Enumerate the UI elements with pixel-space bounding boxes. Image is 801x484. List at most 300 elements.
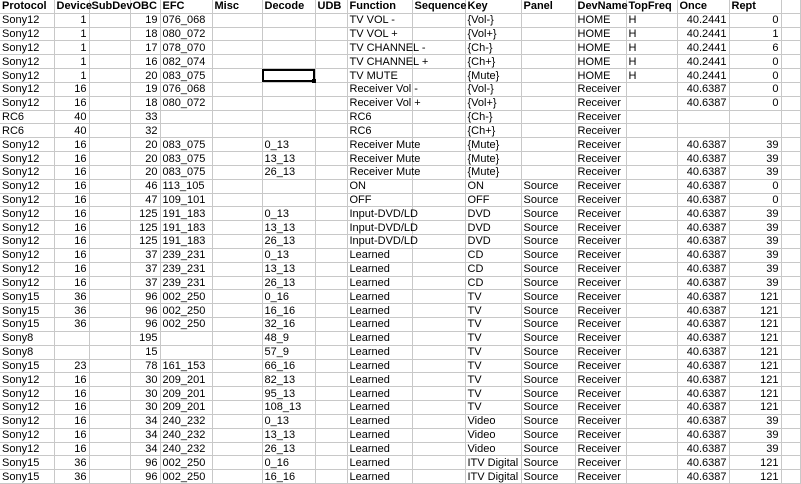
cell-function[interactable]: Receiver Mute	[347, 152, 412, 166]
cell-device[interactable]: 36	[54, 456, 89, 470]
cell-device[interactable]: 16	[54, 414, 89, 428]
cell-protocol[interactable]: Sony15	[0, 290, 54, 304]
cell-protocol[interactable]: Sony12	[0, 152, 54, 166]
cell-extra[interactable]	[781, 55, 800, 69]
cell-rept[interactable]: 39	[729, 221, 781, 235]
cell-protocol[interactable]: Sony15	[0, 470, 54, 484]
cell-panel[interactable]: Source	[521, 359, 575, 373]
cell-extra[interactable]	[781, 387, 800, 401]
cell-protocol[interactable]: Sony12	[0, 387, 54, 401]
cell-protocol[interactable]: Sony12	[0, 442, 54, 456]
cell-function[interactable]: Learned	[347, 414, 412, 428]
cell-obc[interactable]: 46	[130, 179, 160, 193]
cell-protocol[interactable]: Sony12	[0, 207, 54, 221]
cell-device[interactable]: 16	[54, 428, 89, 442]
cell-device[interactable]: 16	[54, 96, 89, 110]
cell-device[interactable]: 36	[54, 304, 89, 318]
cell-panel[interactable]	[521, 124, 575, 138]
cell-function[interactable]: Input-DVD/LD	[347, 235, 412, 249]
cell-devname[interactable]: Receiver	[575, 318, 626, 332]
cell-misc[interactable]	[212, 470, 262, 484]
cell-subdev[interactable]	[89, 41, 130, 55]
column-header-subdev[interactable]: SubDev	[89, 0, 130, 13]
cell-subdev[interactable]	[89, 138, 130, 152]
cell-extra[interactable]	[781, 110, 800, 124]
cell-function[interactable]: RC6	[347, 124, 412, 138]
cell-device[interactable]: 16	[54, 442, 89, 456]
cell-topfreq[interactable]	[626, 414, 677, 428]
cell-obc[interactable]: 30	[130, 401, 160, 415]
cell-udb[interactable]	[315, 165, 347, 179]
cell-panel[interactable]: Source	[521, 276, 575, 290]
cell-rept[interactable]: 0	[729, 69, 781, 83]
cell-devname[interactable]: Receiver	[575, 470, 626, 484]
cell-key[interactable]: TV	[465, 359, 521, 373]
cell-obc[interactable]: 20	[130, 152, 160, 166]
cell-decode[interactable]	[262, 82, 315, 96]
cell-function[interactable]: Learned	[347, 359, 412, 373]
column-header-obc[interactable]: OBC	[130, 0, 160, 13]
cell-efc[interactable]: 083_075	[160, 138, 212, 152]
cell-once[interactable]: 40.6387	[677, 262, 729, 276]
cell-subdev[interactable]	[89, 387, 130, 401]
cell-function[interactable]: ON	[347, 179, 412, 193]
cell-subdev[interactable]	[89, 179, 130, 193]
cell-udb[interactable]	[315, 27, 347, 41]
column-header-key[interactable]: Key	[465, 0, 521, 13]
cell-rept[interactable]: 121	[729, 373, 781, 387]
cell-misc[interactable]	[212, 27, 262, 41]
cell-decode[interactable]: 0_16	[262, 456, 315, 470]
cell-function[interactable]: Learned	[347, 470, 412, 484]
cell-decode[interactable]: 0_13	[262, 248, 315, 262]
cell-protocol[interactable]: Sony12	[0, 414, 54, 428]
cell-efc[interactable]: 191_183	[160, 221, 212, 235]
cell-topfreq[interactable]	[626, 165, 677, 179]
cell-topfreq[interactable]: H	[626, 41, 677, 55]
cell-protocol[interactable]: Sony15	[0, 304, 54, 318]
cell-topfreq[interactable]	[626, 456, 677, 470]
cell-devname[interactable]: Receiver	[575, 235, 626, 249]
cell-sequence[interactable]	[412, 27, 465, 41]
cell-key[interactable]: DVD	[465, 207, 521, 221]
cell-panel[interactable]: Source	[521, 221, 575, 235]
column-header-device[interactable]: Device	[54, 0, 89, 13]
cell-panel[interactable]	[521, 96, 575, 110]
cell-efc[interactable]: 209_201	[160, 387, 212, 401]
cell-panel[interactable]: Source	[521, 373, 575, 387]
cell-sequence[interactable]	[412, 262, 465, 276]
cell-extra[interactable]	[781, 373, 800, 387]
cell-key[interactable]: {Mute}	[465, 69, 521, 83]
cell-sequence[interactable]	[412, 82, 465, 96]
cell-decode[interactable]: 26_13	[262, 235, 315, 249]
cell-udb[interactable]	[315, 345, 347, 359]
cell-key[interactable]: {Mute}	[465, 152, 521, 166]
cell-devname[interactable]: Receiver	[575, 193, 626, 207]
cell-devname[interactable]: Receiver	[575, 304, 626, 318]
cell-obc[interactable]: 47	[130, 193, 160, 207]
cell-efc[interactable]: 078_070	[160, 41, 212, 55]
cell-devname[interactable]: HOME	[575, 69, 626, 83]
cell-device[interactable]: 16	[54, 179, 89, 193]
cell-rept[interactable]: 6	[729, 41, 781, 55]
cell-efc[interactable]: 080_072	[160, 27, 212, 41]
cell-key[interactable]: TV	[465, 290, 521, 304]
cell-devname[interactable]: Receiver	[575, 152, 626, 166]
cell-devname[interactable]: Receiver	[575, 96, 626, 110]
cell-once[interactable]: 40.6387	[677, 207, 729, 221]
cell-obc[interactable]: 19	[130, 82, 160, 96]
cell-panel[interactable]: Source	[521, 290, 575, 304]
cell-rept[interactable]: 0	[729, 82, 781, 96]
cell-function[interactable]: Input-DVD/LD	[347, 207, 412, 221]
cell-efc[interactable]: 240_232	[160, 414, 212, 428]
cell-subdev[interactable]	[89, 331, 130, 345]
cell-efc[interactable]: 109_101	[160, 193, 212, 207]
cell-panel[interactable]: Source	[521, 456, 575, 470]
cell-once[interactable]: 40.6387	[677, 276, 729, 290]
cell-udb[interactable]	[315, 124, 347, 138]
cell-function[interactable]: Learned	[347, 428, 412, 442]
cell-subdev[interactable]	[89, 470, 130, 484]
cell-sequence[interactable]	[412, 456, 465, 470]
cell-once[interactable]: 40.6387	[677, 387, 729, 401]
cell-subdev[interactable]	[89, 359, 130, 373]
cell-decode[interactable]: 108_13	[262, 401, 315, 415]
cell-decode[interactable]	[262, 55, 315, 69]
cell-obc[interactable]: 34	[130, 428, 160, 442]
column-header-sequence[interactable]: Sequence	[412, 0, 465, 13]
cell-udb[interactable]	[315, 82, 347, 96]
cell-extra[interactable]	[781, 470, 800, 484]
cell-sequence[interactable]	[412, 221, 465, 235]
cell-devname[interactable]: Receiver	[575, 401, 626, 415]
cell-panel[interactable]: Source	[521, 428, 575, 442]
cell-device[interactable]: 16	[54, 373, 89, 387]
cell-subdev[interactable]	[89, 304, 130, 318]
cell-devname[interactable]: Receiver	[575, 387, 626, 401]
selected-cell[interactable]	[262, 69, 315, 83]
cell-misc[interactable]	[212, 96, 262, 110]
cell-protocol[interactable]: Sony12	[0, 165, 54, 179]
cell-once[interactable]: 40.6387	[677, 442, 729, 456]
cell-rept[interactable]: 0	[729, 96, 781, 110]
cell-misc[interactable]	[212, 235, 262, 249]
cell-devname[interactable]: HOME	[575, 55, 626, 69]
cell-panel[interactable]	[521, 152, 575, 166]
cell-obc[interactable]: 20	[130, 165, 160, 179]
cell-once[interactable]: 40.2441	[677, 41, 729, 55]
cell-rept[interactable]: 121	[729, 345, 781, 359]
cell-topfreq[interactable]	[626, 276, 677, 290]
cell-once[interactable]: 40.6387	[677, 318, 729, 332]
cell-extra[interactable]	[781, 276, 800, 290]
cell-misc[interactable]	[212, 55, 262, 69]
cell-misc[interactable]	[212, 401, 262, 415]
cell-subdev[interactable]	[89, 69, 130, 83]
cell-once[interactable]: 40.6387	[677, 290, 729, 304]
cell-efc[interactable]: 191_183	[160, 235, 212, 249]
cell-protocol[interactable]: Sony12	[0, 179, 54, 193]
cell-sequence[interactable]	[412, 442, 465, 456]
cell-rept[interactable]: 121	[729, 470, 781, 484]
cell-once[interactable]: 40.6387	[677, 82, 729, 96]
cell-panel[interactable]	[521, 138, 575, 152]
cell-efc[interactable]: 239_231	[160, 248, 212, 262]
cell-rept[interactable]	[729, 110, 781, 124]
cell-sequence[interactable]	[412, 110, 465, 124]
cell-efc[interactable]: 002_250	[160, 290, 212, 304]
cell-once[interactable]: 40.6387	[677, 96, 729, 110]
cell-udb[interactable]	[315, 110, 347, 124]
cell-udb[interactable]	[315, 55, 347, 69]
cell-devname[interactable]: Receiver	[575, 124, 626, 138]
cell-efc[interactable]: 240_232	[160, 442, 212, 456]
cell-extra[interactable]	[781, 124, 800, 138]
cell-once[interactable]: 40.6387	[677, 193, 729, 207]
cell-udb[interactable]	[315, 69, 347, 83]
cell-function[interactable]: Learned	[347, 290, 412, 304]
cell-function[interactable]: TV CHANNEL -	[347, 41, 412, 55]
cell-once[interactable]: 40.6387	[677, 345, 729, 359]
cell-obc[interactable]: 16	[130, 55, 160, 69]
cell-misc[interactable]	[212, 276, 262, 290]
cell-decode[interactable]: 13_13	[262, 428, 315, 442]
cell-subdev[interactable]	[89, 165, 130, 179]
cell-efc[interactable]: 209_201	[160, 373, 212, 387]
column-header-function[interactable]: Function	[347, 0, 412, 13]
cell-subdev[interactable]	[89, 442, 130, 456]
cell-subdev[interactable]	[89, 262, 130, 276]
cell-udb[interactable]	[315, 96, 347, 110]
cell-device[interactable]: 16	[54, 262, 89, 276]
cell-protocol[interactable]: Sony12	[0, 96, 54, 110]
cell-once[interactable]	[677, 124, 729, 138]
cell-sequence[interactable]	[412, 304, 465, 318]
cell-function[interactable]: Receiver Mute	[347, 165, 412, 179]
cell-misc[interactable]	[212, 442, 262, 456]
cell-extra[interactable]	[781, 165, 800, 179]
cell-misc[interactable]	[212, 179, 262, 193]
cell-efc[interactable]: 076_068	[160, 82, 212, 96]
cell-device[interactable]: 16	[54, 152, 89, 166]
cell-misc[interactable]	[212, 82, 262, 96]
cell-obc[interactable]: 195	[130, 331, 160, 345]
cell-rept[interactable]: 0	[729, 193, 781, 207]
cell-rept[interactable]: 39	[729, 262, 781, 276]
cell-misc[interactable]	[212, 331, 262, 345]
cell-decode[interactable]	[262, 41, 315, 55]
cell-sequence[interactable]	[412, 345, 465, 359]
cell-rept[interactable]: 39	[729, 235, 781, 249]
cell-topfreq[interactable]: H	[626, 27, 677, 41]
cell-once[interactable]: 40.6387	[677, 456, 729, 470]
column-header-topfreq[interactable]: TopFreq	[626, 0, 677, 13]
cell-misc[interactable]	[212, 456, 262, 470]
cell-efc[interactable]: 239_231	[160, 262, 212, 276]
cell-topfreq[interactable]: H	[626, 69, 677, 83]
cell-panel[interactable]	[521, 165, 575, 179]
cell-extra[interactable]	[781, 318, 800, 332]
cell-topfreq[interactable]	[626, 470, 677, 484]
cell-sequence[interactable]	[412, 276, 465, 290]
cell-protocol[interactable]: Sony12	[0, 248, 54, 262]
cell-misc[interactable]	[212, 207, 262, 221]
cell-efc[interactable]: 083_075	[160, 165, 212, 179]
cell-rept[interactable]	[729, 124, 781, 138]
cell-efc[interactable]: 239_231	[160, 276, 212, 290]
cell-decode[interactable]	[262, 193, 315, 207]
cell-extra[interactable]	[781, 456, 800, 470]
cell-obc[interactable]: 37	[130, 262, 160, 276]
cell-once[interactable]: 40.6387	[677, 401, 729, 415]
cell-key[interactable]: CD	[465, 248, 521, 262]
cell-protocol[interactable]: Sony15	[0, 318, 54, 332]
cell-sequence[interactable]	[412, 248, 465, 262]
cell-extra[interactable]	[781, 304, 800, 318]
cell-devname[interactable]: Receiver	[575, 359, 626, 373]
cell-device[interactable]: 1	[54, 13, 89, 27]
cell-decode[interactable]: 66_16	[262, 359, 315, 373]
cell-devname[interactable]: Receiver	[575, 456, 626, 470]
cell-protocol[interactable]: Sony12	[0, 138, 54, 152]
cell-sequence[interactable]	[412, 401, 465, 415]
column-header-udb[interactable]: UDB	[315, 0, 347, 13]
cell-sequence[interactable]	[412, 69, 465, 83]
cell-function[interactable]: Receiver Vol +	[347, 96, 412, 110]
cell-once[interactable]: 40.6387	[677, 359, 729, 373]
cell-obc[interactable]: 33	[130, 110, 160, 124]
cell-decode[interactable]	[262, 27, 315, 41]
cell-function[interactable]: Learned	[347, 345, 412, 359]
cell-function[interactable]: Learned	[347, 456, 412, 470]
cell-device[interactable]: 16	[54, 165, 89, 179]
cell-obc[interactable]: 37	[130, 248, 160, 262]
cell-subdev[interactable]	[89, 401, 130, 415]
cell-misc[interactable]	[212, 304, 262, 318]
cell-misc[interactable]	[212, 165, 262, 179]
cell-panel[interactable]: Source	[521, 304, 575, 318]
cell-key[interactable]: {Mute}	[465, 138, 521, 152]
cell-panel[interactable]: Source	[521, 331, 575, 345]
cell-udb[interactable]	[315, 207, 347, 221]
cell-rept[interactable]: 39	[729, 428, 781, 442]
cell-topfreq[interactable]	[626, 207, 677, 221]
cell-protocol[interactable]: Sony12	[0, 55, 54, 69]
cell-once[interactable]: 40.2441	[677, 13, 729, 27]
cell-devname[interactable]: Receiver	[575, 345, 626, 359]
cell-key[interactable]: {Ch-}	[465, 41, 521, 55]
cell-key[interactable]: OFF	[465, 193, 521, 207]
cell-rept[interactable]: 39	[729, 152, 781, 166]
cell-topfreq[interactable]	[626, 248, 677, 262]
cell-obc[interactable]: 78	[130, 359, 160, 373]
cell-extra[interactable]	[781, 152, 800, 166]
cell-key[interactable]: CD	[465, 262, 521, 276]
cell-device[interactable]: 16	[54, 221, 89, 235]
cell-misc[interactable]	[212, 69, 262, 83]
cell-protocol[interactable]: RC6	[0, 110, 54, 124]
cell-subdev[interactable]	[89, 193, 130, 207]
cell-function[interactable]: TV VOL -	[347, 13, 412, 27]
cell-sequence[interactable]	[412, 428, 465, 442]
cell-device[interactable]: 16	[54, 138, 89, 152]
cell-protocol[interactable]: Sony12	[0, 27, 54, 41]
cell-subdev[interactable]	[89, 345, 130, 359]
cell-key[interactable]: ITV Digital	[465, 470, 521, 484]
cell-device[interactable]: 16	[54, 401, 89, 415]
cell-udb[interactable]	[315, 442, 347, 456]
cell-key[interactable]: Video	[465, 442, 521, 456]
cell-key[interactable]: DVD	[465, 235, 521, 249]
cell-function[interactable]: TV VOL +	[347, 27, 412, 41]
column-header-decode[interactable]: Decode	[262, 0, 315, 13]
cell-rept[interactable]: 121	[729, 401, 781, 415]
cell-decode[interactable]: 26_13	[262, 442, 315, 456]
cell-panel[interactable]: Source	[521, 442, 575, 456]
cell-function[interactable]: Receiver Mute	[347, 138, 412, 152]
cell-misc[interactable]	[212, 414, 262, 428]
cell-topfreq[interactable]	[626, 442, 677, 456]
cell-obc[interactable]: 37	[130, 276, 160, 290]
cell-extra[interactable]	[781, 193, 800, 207]
cell-panel[interactable]	[521, 41, 575, 55]
cell-udb[interactable]	[315, 401, 347, 415]
cell-panel[interactable]	[521, 55, 575, 69]
cell-efc[interactable]	[160, 124, 212, 138]
cell-decode[interactable]: 0_13	[262, 207, 315, 221]
cell-function[interactable]: Learned	[347, 442, 412, 456]
cell-panel[interactable]: Source	[521, 179, 575, 193]
column-header-protocol[interactable]: Protocol	[0, 0, 54, 13]
cell-devname[interactable]: Receiver	[575, 248, 626, 262]
cell-sequence[interactable]	[412, 179, 465, 193]
cell-subdev[interactable]	[89, 96, 130, 110]
cell-panel[interactable]: Source	[521, 414, 575, 428]
cell-topfreq[interactable]	[626, 152, 677, 166]
cell-misc[interactable]	[212, 110, 262, 124]
cell-udb[interactable]	[315, 387, 347, 401]
cell-extra[interactable]	[781, 27, 800, 41]
cell-key[interactable]: {Ch-}	[465, 110, 521, 124]
cell-device[interactable]: 36	[54, 318, 89, 332]
cell-once[interactable]: 40.6387	[677, 470, 729, 484]
cell-udb[interactable]	[315, 456, 347, 470]
cell-udb[interactable]	[315, 276, 347, 290]
cell-obc[interactable]: 34	[130, 442, 160, 456]
cell-misc[interactable]	[212, 41, 262, 55]
cell-decode[interactable]: 82_13	[262, 373, 315, 387]
cell-device[interactable]: 36	[54, 470, 89, 484]
cell-protocol[interactable]: Sony12	[0, 41, 54, 55]
cell-topfreq[interactable]	[626, 221, 677, 235]
cell-obc[interactable]: 96	[130, 456, 160, 470]
cell-misc[interactable]	[212, 124, 262, 138]
cell-efc[interactable]	[160, 110, 212, 124]
cell-extra[interactable]	[781, 69, 800, 83]
cell-udb[interactable]	[315, 470, 347, 484]
cell-decode[interactable]: 95_13	[262, 387, 315, 401]
cell-misc[interactable]	[212, 373, 262, 387]
cell-rept[interactable]: 121	[729, 359, 781, 373]
cell-efc[interactable]: 002_250	[160, 470, 212, 484]
cell-topfreq[interactable]	[626, 290, 677, 304]
cell-extra[interactable]	[781, 345, 800, 359]
cell-misc[interactable]	[212, 345, 262, 359]
cell-once[interactable]: 40.6387	[677, 373, 729, 387]
cell-sequence[interactable]	[412, 207, 465, 221]
